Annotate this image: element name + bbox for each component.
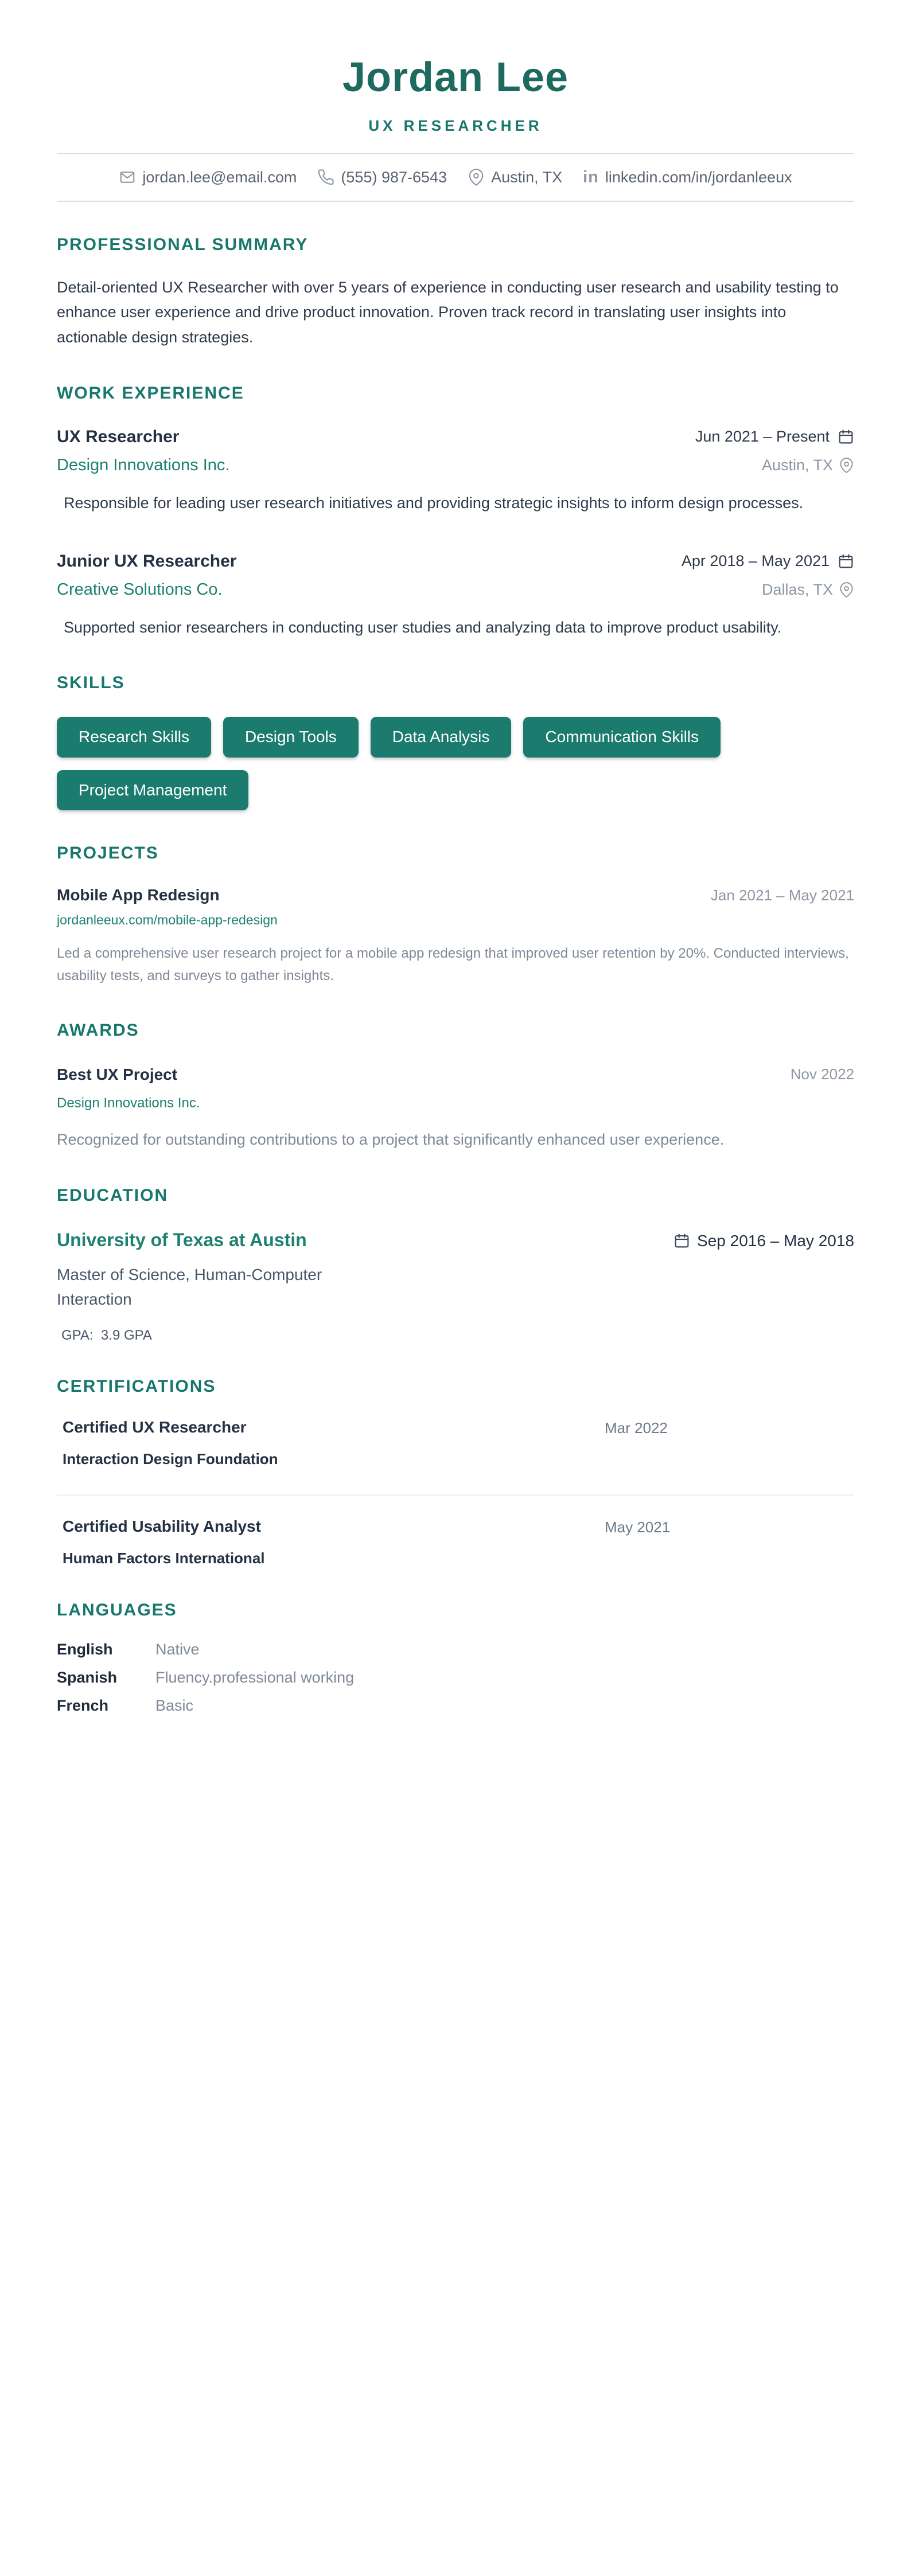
job-description: Responsible for leading user research initiatives and providing strategic insights to inform design processes. (64, 494, 804, 512)
job-location-text: Dallas, TX (761, 580, 833, 598)
project-description: Led a comprehensive user research project for a mobile app redesign that improved user retention by 20%. Conducted interviews, usability tests, and surveys to gather insights. (57, 946, 849, 983)
certification-issuer: Human Factors International (63, 1549, 265, 1567)
job-title: UX Researcher (57, 427, 180, 446)
project-entry-head (57, 886, 854, 904)
education-gpa (57, 1328, 854, 1344)
contact-email[interactable] (119, 169, 297, 186)
job-entry (57, 552, 854, 641)
calendar-icon (673, 1232, 690, 1249)
language-name: English (57, 1641, 113, 1658)
award-issuer-link[interactable]: Design Innovations Inc. (57, 1095, 200, 1111)
education-heading: EDUCATION (57, 1185, 169, 1205)
job-dates (695, 428, 854, 446)
job-entry-sub (57, 580, 854, 599)
contact-location (468, 169, 562, 186)
language-name: Spanish (57, 1669, 118, 1687)
certifications-heading: CERTIFICATIONS (57, 1377, 216, 1396)
language-level: Basic (155, 1697, 194, 1715)
certification-divider (57, 1494, 854, 1496)
header-divider-bottom (57, 201, 854, 202)
certification-date: Mar 2022 (605, 1419, 668, 1437)
job-location (762, 581, 854, 599)
language-row (57, 1697, 854, 1715)
linkedin-icon: in (583, 167, 599, 186)
experience-heading: WORK EXPERIENCE (57, 383, 244, 403)
contact-phone[interactable] (317, 169, 447, 186)
skill-badge: Project Management (57, 770, 248, 810)
contact-phone-text: (555) 987-6543 (341, 168, 447, 186)
certification-entry (57, 1517, 854, 1567)
skill-badge: Design Tools (223, 717, 359, 757)
job-dates-text: Apr 2018 – May 2021 (681, 552, 830, 570)
job-entry (57, 427, 854, 516)
section-summary (57, 235, 854, 350)
calendar-icon (838, 553, 854, 569)
job-location-text: Austin, TX (761, 456, 833, 474)
job-dates (682, 552, 854, 570)
resume-header (57, 56, 854, 135)
skill-badge: Communication Skills (523, 717, 721, 757)
certification-name: Certified UX Researcher (63, 1418, 247, 1437)
job-company-link[interactable]: Creative Solutions Co. (57, 580, 223, 599)
award-date: Nov 2022 (790, 1065, 854, 1083)
section-certifications (57, 1377, 854, 1567)
summary-heading: PROFESSIONAL SUMMARY (57, 235, 309, 254)
section-projects (57, 844, 854, 988)
languages-heading: LANGUAGES (57, 1601, 177, 1620)
job-dates-text: Jun 2021 – Present (695, 428, 830, 446)
job-description: Supported senior researchers in conducting user studies and analyzing data to improve product usability. (64, 618, 782, 636)
gpa-label: GPA: (61, 1328, 94, 1344)
section-experience (57, 384, 854, 640)
contact-email-text: jordan.lee@email.com (142, 168, 297, 186)
project-link[interactable]: jordanleeux.com/mobile-app-redesign (57, 912, 278, 928)
certification-entry (57, 1418, 854, 1468)
project-dates: Jan 2021 – May 2021 (710, 886, 854, 904)
section-skills (57, 673, 854, 810)
section-education (57, 1186, 854, 1344)
job-location (762, 456, 854, 474)
language-row (57, 1669, 854, 1687)
job-entry-head (57, 427, 854, 447)
skill-badge-list (57, 717, 854, 810)
project-entry (57, 886, 854, 988)
certification-date: May 2021 (605, 1519, 671, 1536)
skill-badge: Data Analysis (371, 717, 512, 757)
envelope-icon (119, 169, 136, 186)
contact-bar (57, 154, 854, 201)
education-dates (673, 1232, 854, 1250)
map-pin-icon (839, 458, 854, 473)
language-list (57, 1641, 854, 1715)
award-entry-head (57, 1065, 854, 1084)
map-pin-icon (839, 582, 854, 598)
certification-main (63, 1418, 605, 1468)
certification-issuer: Interaction Design Foundation (63, 1450, 278, 1468)
page-title: Jordan Lee (342, 54, 569, 100)
education-school-link[interactable]: University of Texas at Austin (57, 1229, 307, 1250)
job-entry-head (57, 552, 854, 571)
phone-icon (317, 169, 334, 186)
education-degree: Master of Science, Human-Computer Interaction (57, 1265, 322, 1308)
contact-linkedin[interactable] (583, 169, 792, 186)
job-entry-sub (57, 456, 854, 475)
education-dates-text: Sep 2016 – May 2018 (697, 1231, 854, 1250)
awards-heading: AWARDS (57, 1020, 139, 1040)
language-level: Native (155, 1641, 200, 1658)
contact-location-text: Austin, TX (491, 168, 563, 186)
projects-heading: PROJECTS (57, 844, 159, 863)
education-entry (57, 1230, 854, 1344)
certification-main (63, 1517, 605, 1567)
section-awards (57, 1021, 854, 1153)
certification-name: Certified Usability Analyst (63, 1517, 261, 1536)
award-entry (57, 1065, 854, 1153)
job-title-subtitle: UX RESEARCHER (368, 116, 543, 134)
education-entry-head (57, 1230, 854, 1251)
map-pin-icon (468, 169, 485, 186)
language-row (57, 1641, 854, 1658)
calendar-icon (838, 428, 854, 445)
language-level: Fluency.professional working (155, 1669, 355, 1687)
award-name: Best UX Project (57, 1065, 178, 1083)
job-company-link[interactable]: Design Innovations Inc. (57, 455, 230, 474)
summary-text: Detail-oriented UX Researcher with over 5 years of experience in conducting user research and usability testing to enhance user experience and drive product innovation. Proven track record in translating user insights into actionable design strategies. (57, 278, 839, 346)
job-title: Junior UX Researcher (57, 551, 237, 571)
contact-linkedin-text: linkedin.com/in/jordanleeux (605, 168, 792, 186)
skill-badge: Research Skills (57, 717, 211, 757)
skills-heading: SKILLS (57, 673, 125, 693)
language-name: French (57, 1697, 109, 1715)
award-description: Recognized for outstanding contributions to a project that significantly enhanced user experience. (57, 1130, 725, 1148)
gpa-value: 3.9 GPA (100, 1328, 152, 1344)
project-name: Mobile App Redesign (57, 886, 220, 904)
section-languages (57, 1601, 854, 1715)
